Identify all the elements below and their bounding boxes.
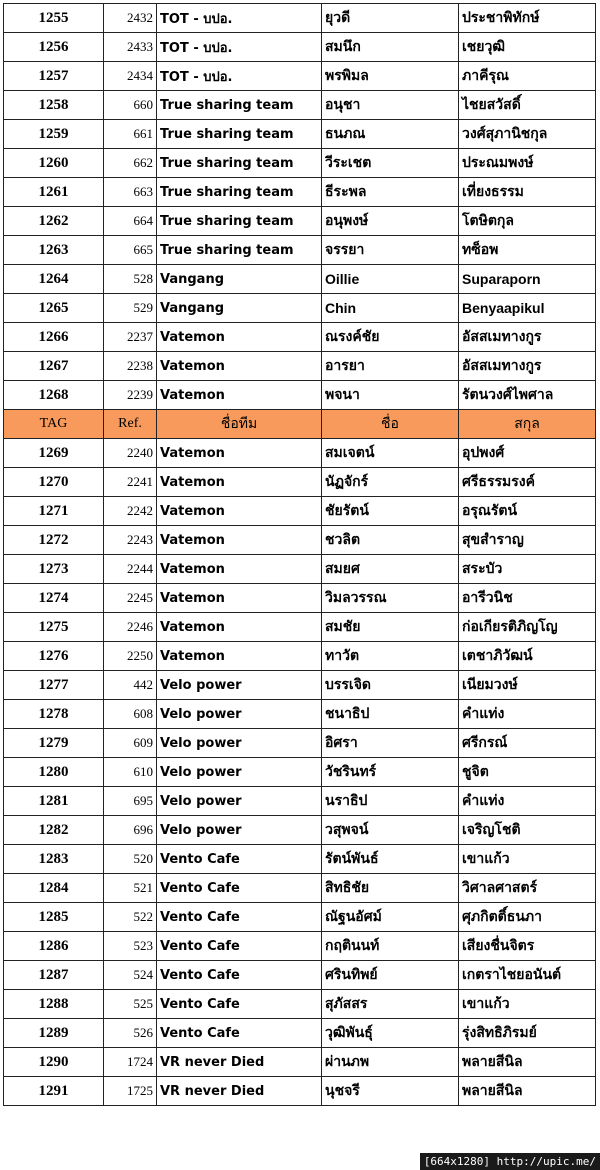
- last-name-cell: วิศาลศาสตร์: [459, 874, 596, 903]
- table-row: [4, 352, 596, 381]
- tag-cell: 1278: [4, 700, 104, 729]
- team-cell: Vento Cafe: [157, 932, 322, 961]
- table-row: [4, 816, 596, 845]
- last-name-cell: อารีวนิช: [459, 584, 596, 613]
- team-cell: Vangang: [157, 294, 322, 323]
- first-name-cell: วีระเชต: [322, 149, 459, 178]
- team-cell: Vento Cafe: [157, 1019, 322, 1048]
- team-cell: Vento Cafe: [157, 903, 322, 932]
- tag-cell: 1288: [4, 990, 104, 1019]
- table-row: [4, 497, 596, 526]
- ref-cell: 609: [104, 729, 157, 758]
- table-row: [4, 613, 596, 642]
- ref-cell: 695: [104, 787, 157, 816]
- table-row: [4, 845, 596, 874]
- ref-cell: 523: [104, 932, 157, 961]
- tag-cell: 1285: [4, 903, 104, 932]
- last-name-cell: เชยวุฒิ: [459, 33, 596, 62]
- table-row: [4, 381, 596, 410]
- table-row: [4, 4, 596, 33]
- ref-cell: 2245: [104, 584, 157, 613]
- last-name-cell: วงศ์สุภานิชกุล: [459, 120, 596, 149]
- team-cell: TOT - บปอ.: [157, 4, 322, 33]
- first-name-cell: Oillie: [322, 265, 459, 294]
- header-row: [4, 410, 596, 439]
- tag-cell: 1255: [4, 4, 104, 33]
- first-name-cell: วัชรินทร์: [322, 758, 459, 787]
- first-name-cell: วสุพจน์: [322, 816, 459, 845]
- table-row: [4, 178, 596, 207]
- last-name-cell: โตษิตกุล: [459, 207, 596, 236]
- tag-cell: 1259: [4, 120, 104, 149]
- first-name-cell: รัตน์พันธ์: [322, 845, 459, 874]
- tag-cell: 1291: [4, 1077, 104, 1106]
- table-row: [4, 1048, 596, 1077]
- tag-cell: 1256: [4, 33, 104, 62]
- first-name-cell: ณัฐนอัศม์: [322, 903, 459, 932]
- last-name-cell: อัสสเมทางกูร: [459, 323, 596, 352]
- tag-cell: 1266: [4, 323, 104, 352]
- ref-cell: 2242: [104, 497, 157, 526]
- tag-cell: 1265: [4, 294, 104, 323]
- last-name-cell: เนียมวงษ์: [459, 671, 596, 700]
- ref-cell: 525: [104, 990, 157, 1019]
- ref-cell: 608: [104, 700, 157, 729]
- upic-watermark: [664x1280] http://upic.me/: [420, 1153, 600, 1170]
- tag-cell: 1262: [4, 207, 104, 236]
- first-name-cell: สิทธิชัย: [322, 874, 459, 903]
- table-row: [4, 439, 596, 468]
- last-name-cell: เจริญโชติ: [459, 816, 596, 845]
- tag-cell: 1269: [4, 439, 104, 468]
- table-row: [4, 584, 596, 613]
- ref-cell: 2239: [104, 381, 157, 410]
- roster-header: [4, 410, 596, 439]
- first-name-cell: อารยา: [322, 352, 459, 381]
- team-cell: TOT - บปอ.: [157, 62, 322, 91]
- team-cell: Vatemon: [157, 613, 322, 642]
- header-first-name: ชื่อ: [322, 410, 459, 439]
- header-team: ชื่อทีม: [157, 410, 322, 439]
- team-cell: Vatemon: [157, 584, 322, 613]
- first-name-cell: พจนา: [322, 381, 459, 410]
- team-cell: True sharing team: [157, 91, 322, 120]
- ref-cell: 665: [104, 236, 157, 265]
- team-cell: VR never Died: [157, 1077, 322, 1106]
- tag-cell: 1280: [4, 758, 104, 787]
- first-name-cell: จรรยา: [322, 236, 459, 265]
- first-name-cell: ทาวัต: [322, 642, 459, 671]
- last-name-cell: ประณมพงษ์: [459, 149, 596, 178]
- ref-cell: 1724: [104, 1048, 157, 1077]
- last-name-cell: ภาคีรุณ: [459, 62, 596, 91]
- table-row: [4, 671, 596, 700]
- team-cell: Velo power: [157, 700, 322, 729]
- last-name-cell: รุ่งสิทธิภิรมย์: [459, 1019, 596, 1048]
- last-name-cell: เที่ยงธรรม: [459, 178, 596, 207]
- team-cell: Vatemon: [157, 642, 322, 671]
- ref-cell: 529: [104, 294, 157, 323]
- team-cell: True sharing team: [157, 120, 322, 149]
- first-name-cell: นัฏจักร์: [322, 468, 459, 497]
- last-name-cell: คำแท่ง: [459, 787, 596, 816]
- tag-cell: 1286: [4, 932, 104, 961]
- team-cell: VR never Died: [157, 1048, 322, 1077]
- team-cell: Velo power: [157, 816, 322, 845]
- ref-cell: 526: [104, 1019, 157, 1048]
- last-name-cell: เขาแก้ว: [459, 845, 596, 874]
- first-name-cell: นุชจรี: [322, 1077, 459, 1106]
- last-name-cell: อรุณรัตน์: [459, 497, 596, 526]
- last-name-cell: รัตนวงศ์ไพศาล: [459, 381, 596, 410]
- table-row: [4, 729, 596, 758]
- ref-cell: 522: [104, 903, 157, 932]
- ref-cell: 610: [104, 758, 157, 787]
- table-row: [4, 91, 596, 120]
- table-row: [4, 120, 596, 149]
- table-row: [4, 323, 596, 352]
- first-name-cell: ชนาธิป: [322, 700, 459, 729]
- first-name-cell: ผ่านภพ: [322, 1048, 459, 1077]
- team-cell: Vatemon: [157, 381, 322, 410]
- tag-cell: 1258: [4, 91, 104, 120]
- first-name-cell: บรรเจิด: [322, 671, 459, 700]
- first-name-cell: Chin: [322, 294, 459, 323]
- roster-table: [3, 3, 596, 1106]
- team-cell: Vento Cafe: [157, 961, 322, 990]
- team-cell: Vatemon: [157, 439, 322, 468]
- tag-cell: 1267: [4, 352, 104, 381]
- first-name-cell: สมนึก: [322, 33, 459, 62]
- ref-cell: 2250: [104, 642, 157, 671]
- last-name-cell: เสียงชื่นจิตร: [459, 932, 596, 961]
- ref-cell: 2240: [104, 439, 157, 468]
- ref-cell: 664: [104, 207, 157, 236]
- table-row: [4, 874, 596, 903]
- roster-rows-top: [4, 4, 596, 410]
- last-name-cell: ทซ็อพ: [459, 236, 596, 265]
- team-cell: True sharing team: [157, 149, 322, 178]
- last-name-cell: อุปพงศ์: [459, 439, 596, 468]
- last-name-cell: เขาแก้ว: [459, 990, 596, 1019]
- table-row: [4, 758, 596, 787]
- tag-cell: 1260: [4, 149, 104, 178]
- first-name-cell: ธีระพล: [322, 178, 459, 207]
- team-cell: Velo power: [157, 729, 322, 758]
- tag-cell: 1273: [4, 555, 104, 584]
- team-cell: Vento Cafe: [157, 990, 322, 1019]
- team-cell: Vatemon: [157, 323, 322, 352]
- last-name-cell: ศุภกิตติ์ธนภา: [459, 903, 596, 932]
- table-row: [4, 62, 596, 91]
- first-name-cell: กฤตินนท์: [322, 932, 459, 961]
- roster-rows-bottom: [4, 439, 596, 1106]
- team-cell: Vatemon: [157, 555, 322, 584]
- team-cell: Velo power: [157, 758, 322, 787]
- ref-cell: 528: [104, 265, 157, 294]
- ref-cell: 696: [104, 816, 157, 845]
- tag-cell: 1277: [4, 671, 104, 700]
- last-name-cell: สุขสำราญ: [459, 526, 596, 555]
- last-name-cell: ศรีธรรมรงค์: [459, 468, 596, 497]
- last-name-cell: Benyaapikul: [459, 294, 596, 323]
- last-name-cell: พลายสีนิล: [459, 1077, 596, 1106]
- last-name-cell: คำแท่ง: [459, 700, 596, 729]
- table-row: [4, 990, 596, 1019]
- tag-cell: 1264: [4, 265, 104, 294]
- ref-cell: 2246: [104, 613, 157, 642]
- ref-cell: 521: [104, 874, 157, 903]
- first-name-cell: ชวลิต: [322, 526, 459, 555]
- first-name-cell: อนุพงษ์: [322, 207, 459, 236]
- tag-cell: 1268: [4, 381, 104, 410]
- ref-cell: 2237: [104, 323, 157, 352]
- last-name-cell: ประชาพิทักษ์: [459, 4, 596, 33]
- table-row: [4, 903, 596, 932]
- tag-cell: 1272: [4, 526, 104, 555]
- tag-cell: 1270: [4, 468, 104, 497]
- tag-cell: 1263: [4, 236, 104, 265]
- table-row: [4, 1077, 596, 1106]
- first-name-cell: ณรงค์ชัย: [322, 323, 459, 352]
- tag-cell: 1274: [4, 584, 104, 613]
- ref-cell: 663: [104, 178, 157, 207]
- team-cell: Vatemon: [157, 352, 322, 381]
- table-row: [4, 468, 596, 497]
- ref-cell: 2244: [104, 555, 157, 584]
- table-row: [4, 932, 596, 961]
- team-cell: Vento Cafe: [157, 874, 322, 903]
- first-name-cell: อิศรา: [322, 729, 459, 758]
- tag-cell: 1287: [4, 961, 104, 990]
- ref-cell: 2241: [104, 468, 157, 497]
- tag-cell: 1289: [4, 1019, 104, 1048]
- tag-cell: 1279: [4, 729, 104, 758]
- last-name-cell: ศรีกรณ์: [459, 729, 596, 758]
- last-name-cell: พลายสีนิล: [459, 1048, 596, 1077]
- table-row: [4, 33, 596, 62]
- tag-cell: 1261: [4, 178, 104, 207]
- ref-cell: 524: [104, 961, 157, 990]
- team-cell: Vatemon: [157, 497, 322, 526]
- ref-cell: 442: [104, 671, 157, 700]
- first-name-cell: สมชัย: [322, 613, 459, 642]
- first-name-cell: ยุวดี: [322, 4, 459, 33]
- ref-cell: 520: [104, 845, 157, 874]
- team-cell: Vento Cafe: [157, 845, 322, 874]
- ref-cell: 2433: [104, 33, 157, 62]
- first-name-cell: สุภัสสร: [322, 990, 459, 1019]
- table-row: [4, 294, 596, 323]
- tag-cell: 1275: [4, 613, 104, 642]
- last-name-cell: ไชยสวัสดิ์: [459, 91, 596, 120]
- header-ref: Ref.: [104, 410, 157, 439]
- table-row: [4, 149, 596, 178]
- tag-cell: 1284: [4, 874, 104, 903]
- last-name-cell: Suparaporn: [459, 265, 596, 294]
- team-cell: True sharing team: [157, 178, 322, 207]
- table-row: [4, 265, 596, 294]
- team-cell: True sharing team: [157, 207, 322, 236]
- ref-cell: 1725: [104, 1077, 157, 1106]
- header-tag: TAG: [4, 410, 104, 439]
- table-row: [4, 700, 596, 729]
- team-cell: True sharing team: [157, 236, 322, 265]
- team-cell: Vatemon: [157, 526, 322, 555]
- ref-cell: 2243: [104, 526, 157, 555]
- tag-cell: 1257: [4, 62, 104, 91]
- last-name-cell: อัสสเมทางกูร: [459, 352, 596, 381]
- last-name-cell: สระบัว: [459, 555, 596, 584]
- tag-cell: 1271: [4, 497, 104, 526]
- ref-cell: 661: [104, 120, 157, 149]
- first-name-cell: อนุชา: [322, 91, 459, 120]
- tag-cell: 1282: [4, 816, 104, 845]
- table-row: [4, 236, 596, 265]
- first-name-cell: พรพิมล: [322, 62, 459, 91]
- ref-cell: 662: [104, 149, 157, 178]
- team-cell: TOT - บปอ.: [157, 33, 322, 62]
- first-name-cell: วิมลวรรณ: [322, 584, 459, 613]
- table-row: [4, 787, 596, 816]
- team-cell: Vatemon: [157, 468, 322, 497]
- team-cell: Velo power: [157, 671, 322, 700]
- tag-cell: 1276: [4, 642, 104, 671]
- table-row: [4, 526, 596, 555]
- table-row: [4, 1019, 596, 1048]
- ref-cell: 2238: [104, 352, 157, 381]
- ref-cell: 2432: [104, 4, 157, 33]
- table-row: [4, 642, 596, 671]
- first-name-cell: ศรินทิพย์: [322, 961, 459, 990]
- ref-cell: 2434: [104, 62, 157, 91]
- last-name-cell: ก่อเกียรติภิญโญ: [459, 613, 596, 642]
- team-cell: Velo power: [157, 787, 322, 816]
- tag-cell: 1283: [4, 845, 104, 874]
- last-name-cell: เกตราไชยอนันต์: [459, 961, 596, 990]
- header-last-name: สกุล: [459, 410, 596, 439]
- first-name-cell: สมเจตน์: [322, 439, 459, 468]
- tag-cell: 1281: [4, 787, 104, 816]
- last-name-cell: ชูจิต: [459, 758, 596, 787]
- table-row: [4, 961, 596, 990]
- tag-cell: 1290: [4, 1048, 104, 1077]
- ref-cell: 660: [104, 91, 157, 120]
- table-row: [4, 555, 596, 584]
- first-name-cell: นราธิป: [322, 787, 459, 816]
- team-cell: Vangang: [157, 265, 322, 294]
- first-name-cell: ธนภณ: [322, 120, 459, 149]
- last-name-cell: เตชาภิวัฒน์: [459, 642, 596, 671]
- first-name-cell: สมยศ: [322, 555, 459, 584]
- first-name-cell: ชัยรัตน์: [322, 497, 459, 526]
- first-name-cell: วุฒิพันธุ์: [322, 1019, 459, 1048]
- table-row: [4, 207, 596, 236]
